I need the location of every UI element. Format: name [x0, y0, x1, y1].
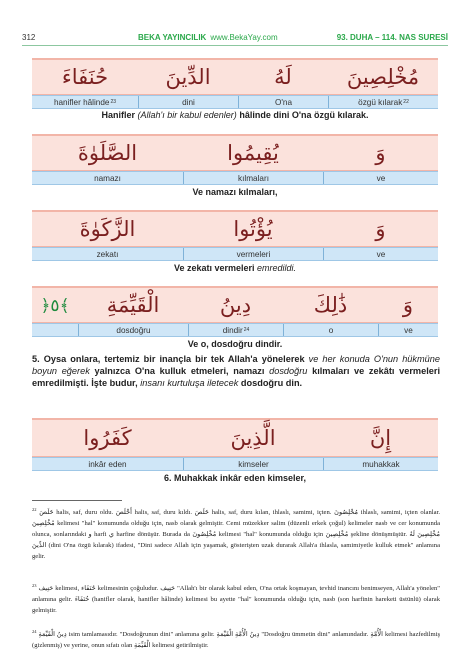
gloss-cell: dini — [138, 96, 238, 108]
gloss-cell: ve — [378, 324, 438, 336]
gloss-cell: ve — [323, 172, 438, 184]
arabic-word: يُؤْتُوا — [233, 217, 273, 241]
translation-line: Ve namazı kılmaları, — [192, 187, 278, 197]
gloss-cell: kimseler — [183, 458, 323, 470]
footnote-23: $^{23}$ حَنِيف kelimesi, حُنَفَاء kelimesinin çoğuludur. حَنِيف "Allah'ı bir olarak kabul eden, O'na ortak koşmayan, tevhid inancını benimseyen, Allah'a yönelen" anlamına gelir. حُنَفَاءَ (hanifler olarak, hanifler hâlinde) kelimesi bu ayette "hal" konumunda olduğu için, nasb (son harfinin hareketi üstünlü) olarak gelmiştir. — [32, 583, 440, 615]
arabic-word: يُقِيمُوا — [227, 141, 279, 165]
footnote-24: $^{24}$ دِينُ الْقَيِّمَةِ isim tamlamasıdır. "Dosdoğrunun dini" anlamına gelir. دِينُ الْأُمَّةِ الْقَيِّمَةِ "Dosdoğru ümmetin dini" anlamındadır. الْأُمَّةِ kelimesi hazfedilmiş (gizlenmiş) ve yerine, onun sıfatı olan الْقَيِّمَةِ kelimesi getirilmiştir. — [32, 629, 441, 650]
gloss-cell: namazı — [94, 173, 121, 183]
arabic-word: وَ — [402, 293, 414, 317]
publisher — [138, 33, 278, 42]
gloss-cell: hanifler hâlinde 23 — [53, 97, 117, 107]
verse-number-mark: ﴿٥﴾ — [40, 295, 70, 316]
arabic-word: كَفَرُوا — [83, 426, 132, 450]
verse-5-paragraph: 5. Oysa onlara, tertemiz bir inançla bir tek Allah'a yönelerek ve her konuda O'nun hükmüne boyun eğerek yalnızca O'na kulluk etmeleri, namazı dosdoğru kılmaları ve zekâtı vermeleri emredilmişti. İşte budur, insanı kurtuluşa iletecek dosdoğru din. — [32, 354, 440, 388]
publisher-name: BEKA YAYINCILIK — [138, 33, 207, 42]
footnote-22: $^{22}$ خَلَصَ halis, saf, duru oldu. أَخْلَصَ halis, saf, duru kıldı. خَلَصَ halis, saf, duru kılan, ihlaslı, samimi, içten. مُخْلِصُونَ ihlaslı, samimi, içten olanlar. مُخْلِصِينَ kelimesi "hal" konumunda olduğu için, nasb olarak gelmiştir. Cemi müzekker salim (düzenli erkek çoğul) kelimeler nasb ve cer konumunda olunca, sonlarındaki و harfi ي harfine dönüşür. Burada da مُخْلِصُونَ kelimesi "hal" konumunda olduğu için مُخْلِصِينَ şekline dönüşmüştür. مُخْلِصِينَ لَهُ الدِّينَ (dini O'na özgü kılarak) ifadesi, "Dini sadece Allah için yaşamak, gösterişten uzak durarak Allah'a ihlasla, samimiyetle kulluk etmek" anlamına gelir. — [32, 507, 441, 561]
translation-line: Ve o, dosdoğru dindir. — [187, 339, 283, 349]
arabic-band — [32, 58, 438, 96]
arabic-word: وَ — [375, 141, 386, 165]
arabic-band — [32, 418, 438, 458]
chapter-title: 93. DUHA – 114. NAS SURESİ — [336, 33, 448, 42]
arabic-word: حُنَفَاءَ — [61, 65, 109, 89]
gloss-cell-empty — [32, 324, 78, 336]
gloss-cell: muhakkak — [323, 458, 438, 470]
translation-line: Hanifler (Allah'ı bir kabul edenler) hâlinde dini O'na özgü kılarak. — [101, 110, 369, 120]
gloss-row — [32, 171, 438, 185]
gloss-row — [32, 247, 438, 261]
arabic-band — [32, 210, 438, 248]
arabic-word: إِنَّ — [369, 426, 392, 450]
gloss-cell: dosdoğru — [78, 324, 188, 336]
arabic-band — [32, 134, 438, 172]
gloss-row — [32, 95, 438, 109]
gloss-row — [32, 457, 438, 471]
arabic-word: الصَّلَوٰةَ — [77, 141, 138, 165]
arabic-word: وَ — [375, 217, 386, 241]
translation-line: Ve zekatı vermeleri emredildi. — [173, 263, 297, 273]
arabic-word: ذَٰلِكَ — [313, 293, 348, 317]
arabic-word: دِينُ — [219, 293, 252, 317]
gloss-cell: zekatı — [96, 249, 119, 259]
arabic-word: الَّذِينَ — [230, 426, 276, 450]
arabic-word: لَهُ — [274, 65, 292, 89]
gloss-cell: dindir 24 — [188, 324, 283, 336]
page-header — [22, 30, 448, 46]
arabic-word: الْقَيِّمَةِ — [106, 293, 160, 317]
page-number: 312 — [22, 33, 36, 42]
gloss-cell: özgü kılarak 22 — [328, 96, 438, 108]
publisher-url: www.BekaYay.com — [210, 33, 278, 42]
gloss-cell: vermeleri — [183, 248, 323, 260]
gloss-cell: o — [283, 324, 378, 336]
arabic-band — [32, 286, 438, 324]
gloss-cell: kılmaları — [183, 172, 323, 184]
translation-line: 6. Muhakkak inkâr eden kimseler, — [163, 473, 307, 483]
header-rule — [22, 45, 448, 46]
gloss-cell: ve — [323, 248, 438, 260]
arabic-word: الدِّينَ — [165, 65, 211, 89]
arabic-word: مُخْلِصِينَ — [346, 65, 420, 89]
gloss-cell: O'na — [238, 96, 328, 108]
gloss-row — [32, 323, 438, 337]
arabic-word: الزَّكَوٰةَ — [79, 217, 136, 241]
gloss-cell: inkâr eden — [88, 459, 127, 469]
footnote-rule — [32, 500, 122, 501]
